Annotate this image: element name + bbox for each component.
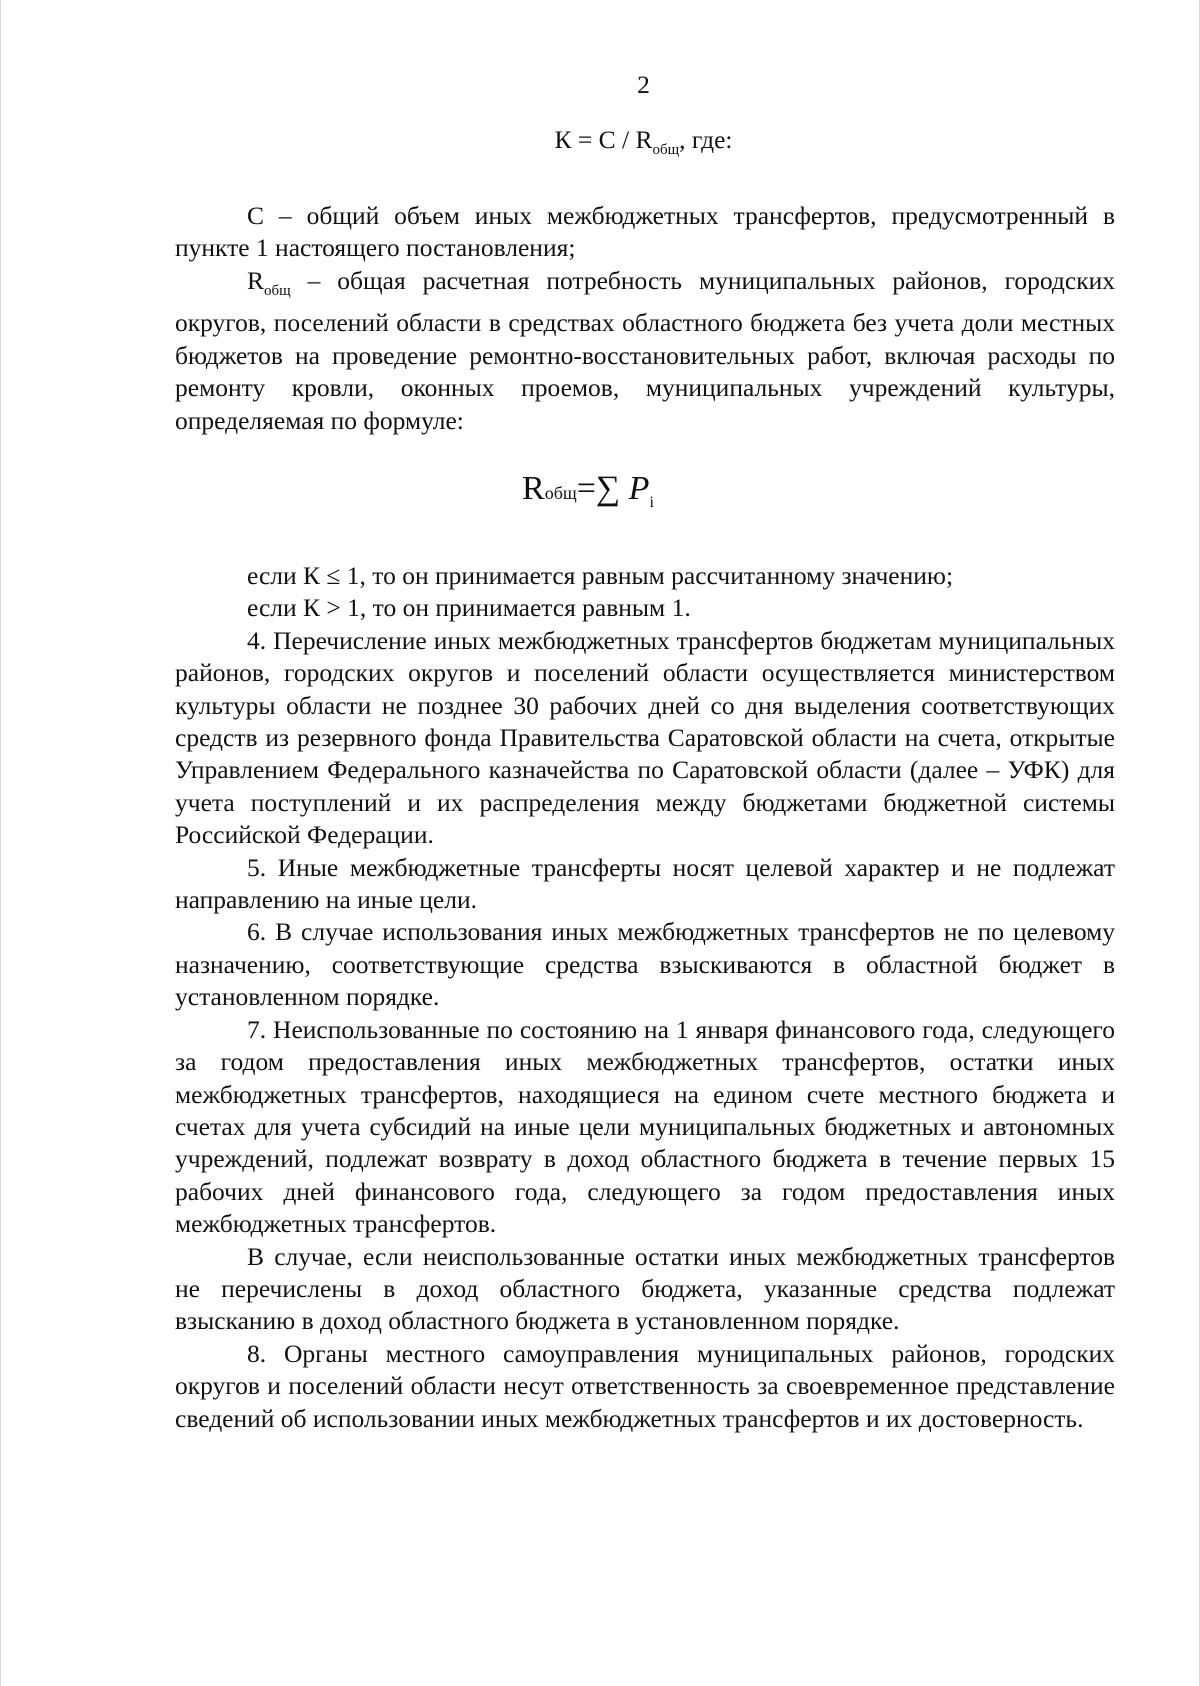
formula-r-equals: =	[576, 470, 596, 507]
paragraph-k-le-1: если К ≤ 1, то он принимается равным рассчитанному значению;	[247, 561, 954, 590]
paragraph-7: 7. Неиспользованные по состоянию на 1 января финансового года, следующего за годом предоставления иных межбюджетных трансфертов, остатки иных межбюджетных трансфертов, находящиеся на едином счете местного бюджета и счетах для учета субсидий на иные цели муниципальных бюджетных и автономных учреждений, подлежат возврату в доход областного бюджета в течение первых 15 рабочих дней финансового года, следующего за годом предоставления иных межбюджетных трансфертов.	[175, 1014, 1115, 1239]
paragraph-k-gt-1: если К > 1, то он принимается равным 1.	[247, 593, 691, 623]
paragraph-5: 5. Иные межбюджетные трансферты носят целевой характер и не подлежат направлению на иные цели.	[175, 852, 1115, 915]
formula-r-p-subscript: i	[649, 493, 654, 511]
definition-r-subscript: общ	[264, 282, 291, 299]
formula-k-suffix: , где:	[679, 125, 733, 154]
formula-r-symbol: R	[522, 470, 545, 507]
formula-r	[522, 470, 712, 530]
definition-r-symbol: R	[247, 265, 265, 295]
definitions-block	[175, 200, 1115, 437]
definition-r-text: – общая расчетная потребность муниципальных районов, городских округов, поселений области в средствах областного бюджета без учета доли местных бюджетов на проведение ремонтно-восстановительных работ, включая расходы по ремонту кровли, оконных проемов, муниципальных учреждений культуры, определяемая по формуле:	[175, 265, 1115, 435]
formula-k-lhs: К = С / R	[554, 125, 653, 154]
page-left-edge	[0, 0, 1, 1686]
formula-k	[0, 125, 1200, 159]
definition-r	[175, 265, 1115, 437]
formula-r-p: P	[628, 470, 650, 507]
paragraph-4: 4. Перечисление иных межбюджетных трансфертов бюджетам муниципальных районов, городских округов и поселений области осуществляется министерством культуры области не позднее 30 рабочих дней со дня выделения соответствующих средств из резервного фонда Правительства Саратовской области на счета, открытые Управлением Федерального казначейства по Саратовской области (далее – УФК) для учета поступлений и их распределения между бюджетами бюджетной системы Российской Федерации.	[175, 625, 1115, 850]
formula-r-sum: ∑	[595, 470, 621, 507]
paragraph-6: 6. В случае использования иных межбюджетных трансфертов не по целевому назначению, соответствующие средства взыскиваются в областной бюджет в установленном порядке.	[175, 917, 1115, 1012]
body-text	[175, 560, 1115, 1435]
formula-r-subscript: общ	[544, 483, 577, 503]
formula-k-subscript: общ	[652, 142, 680, 159]
paragraph-8: 8. Органы местного самоуправления муниципальных районов, городских округов и поселений области несут ответственность за своевременное представление сведений об использовании иных межбюджетных трансфертов и их достоверность.	[175, 1338, 1115, 1433]
paragraph-7-continued: В случае, если неиспользованные остатки иных межбюджетных трансфертов не перечислены в доход областного бюджета, указанные средства подлежат взысканию в доход областного бюджета в установленном порядке.	[175, 1241, 1115, 1336]
definition-c: С – общий объем иных межбюджетных трансфертов, предусмотренный в пункте 1 настоящего постановления;	[175, 201, 1115, 263]
page-number: 2	[637, 70, 650, 99]
